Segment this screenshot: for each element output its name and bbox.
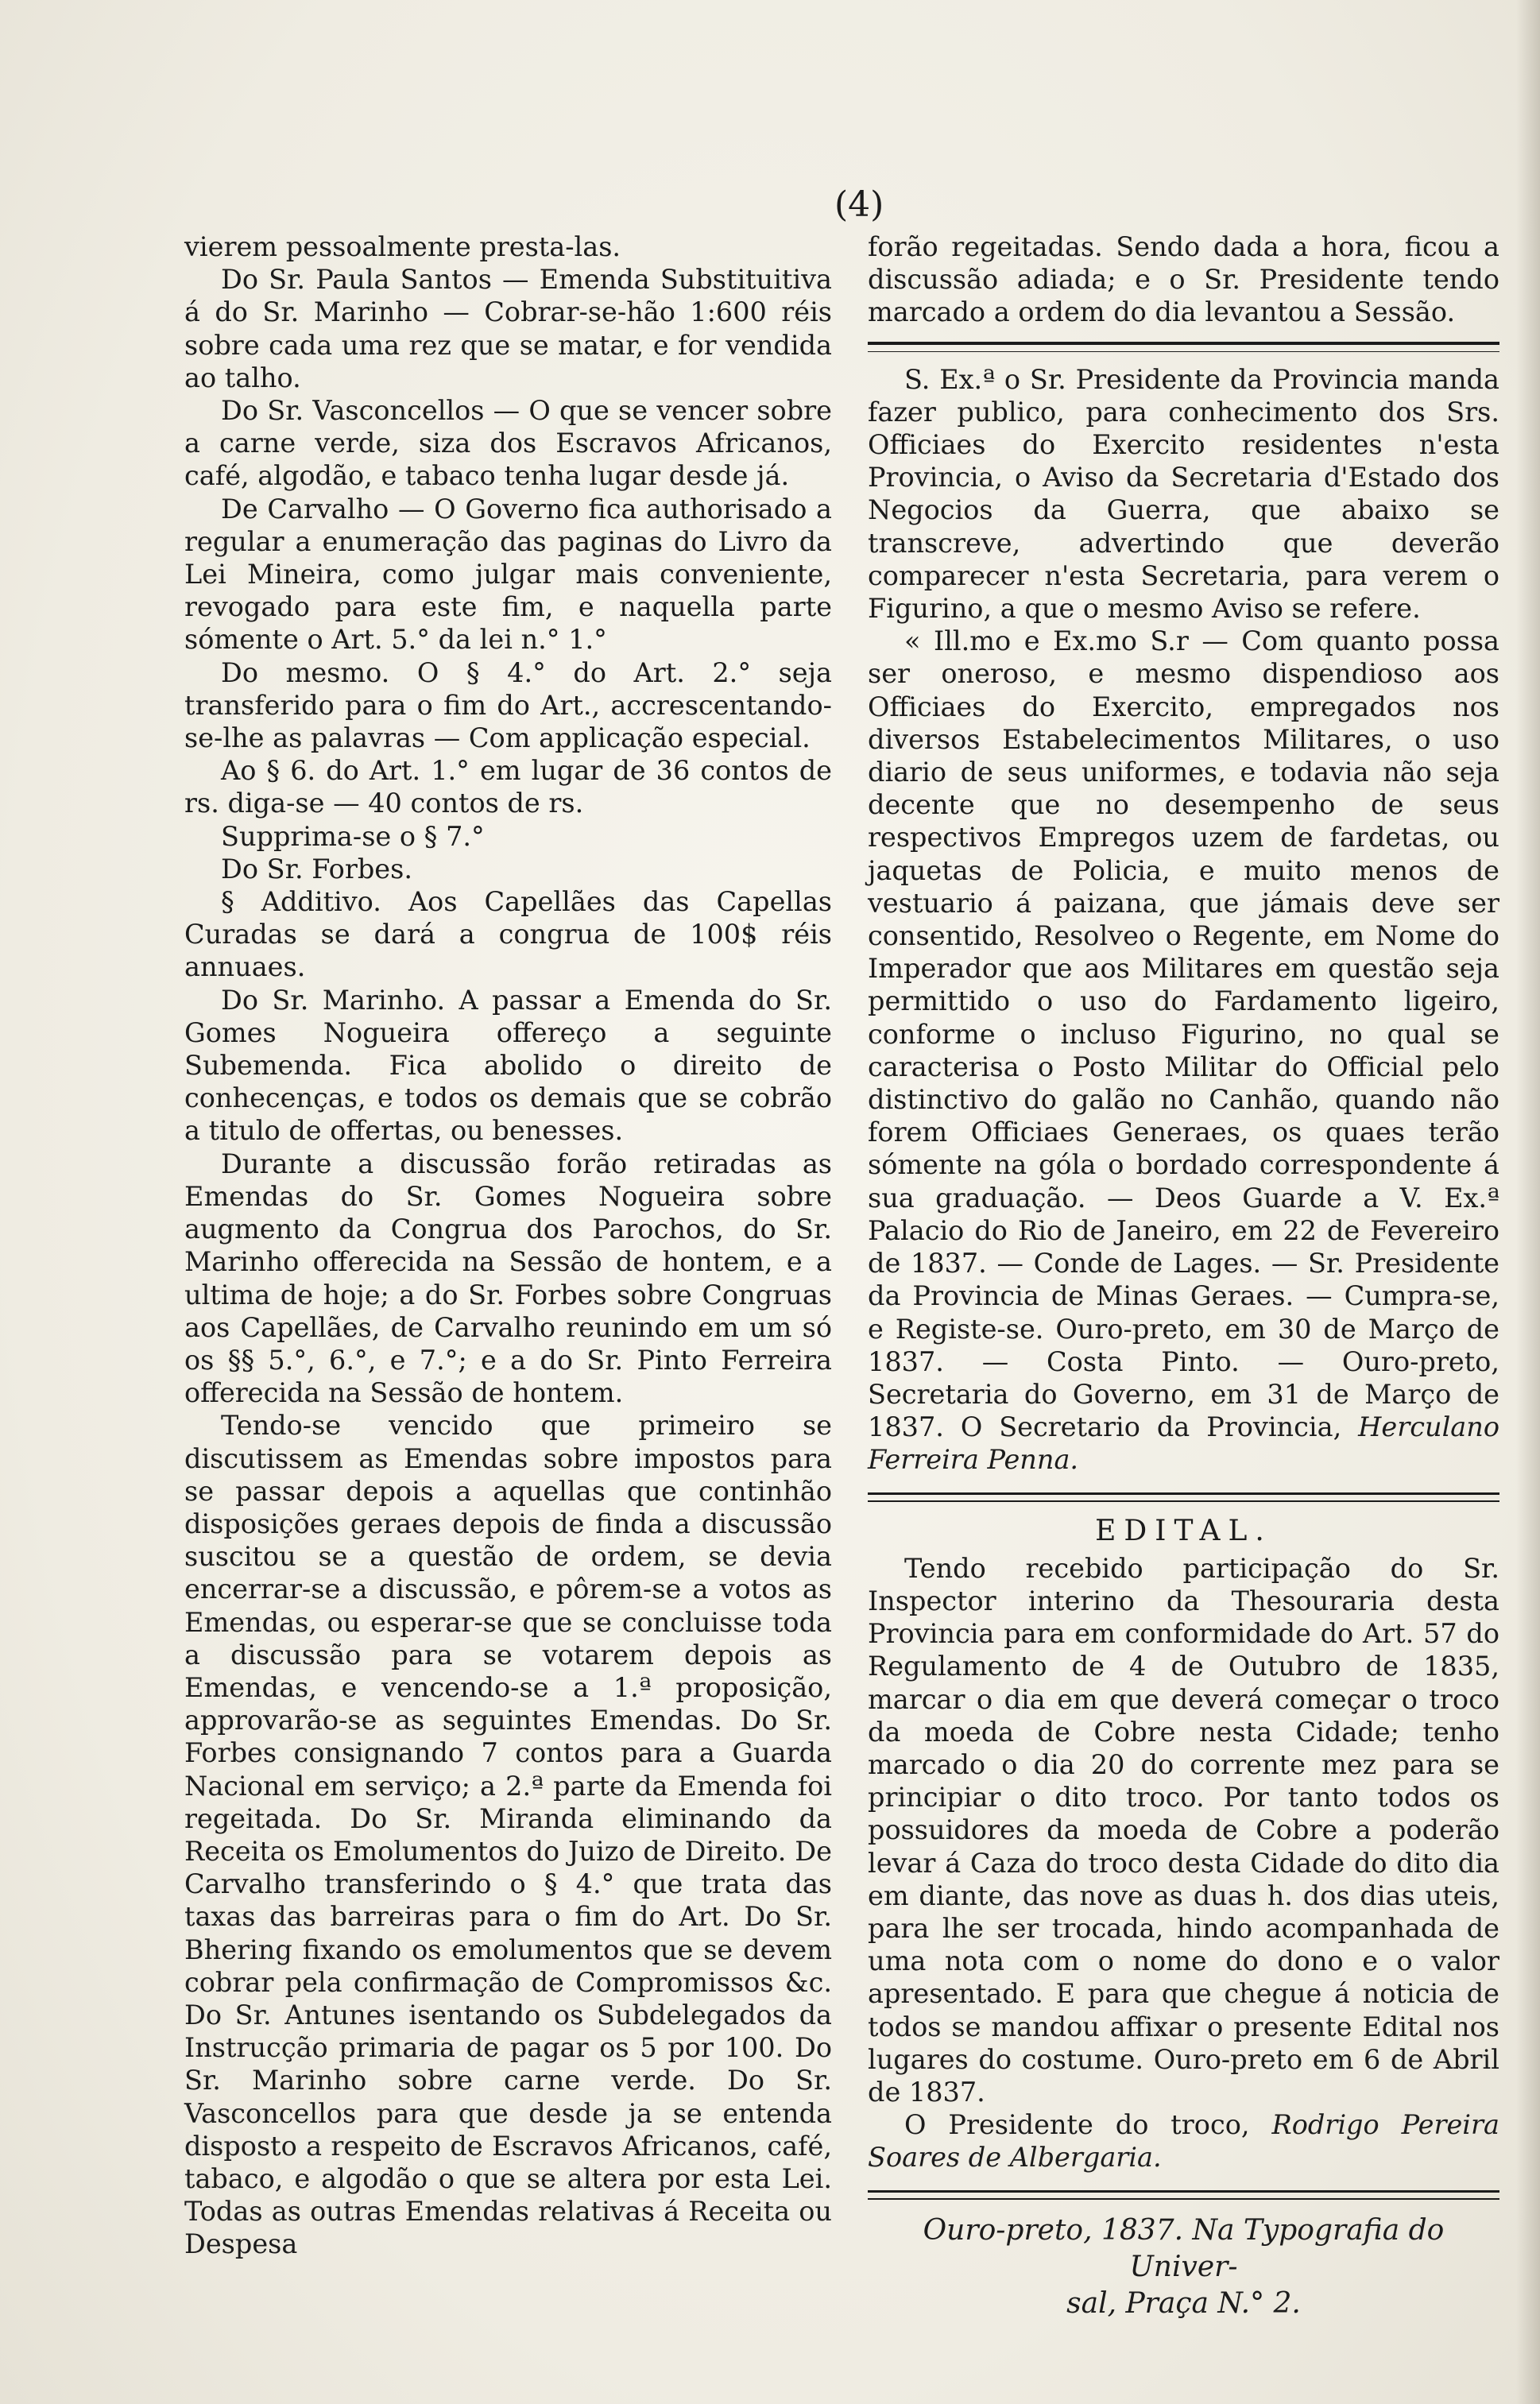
right-column [868, 230, 1499, 2322]
article-paragraph: Durante a discussão forão retiradas as Emendas do Sr. Gomes Nogueira sobre augmento da Congrua dos Parochos, do Sr. Marinho offerecida na Sessão de hontem, e a ultima de hoje; a do Sr. Forbes sobre Congruas aos Capellães, de Carvalho reunindo em um só os §§ 5.°, 6.°, e 7.°; e a do Sr. Pinto Ferreira offerecida na Sessão de hontem. [184, 1148, 832, 1409]
article-paragraph: Do Sr. Vasconcellos — O que se vencer sobre a carne verde, siza dos Escravos Africanos, café, algodão, e tabaco tenha lugar desde já. [184, 395, 832, 492]
edital-signature: Rodrigo Pereira Soares de Albergaria. [868, 2109, 1499, 2174]
section-divider [868, 342, 1499, 352]
aviso-text: « Ill.mo e Ex.mo S.r — Com quanto possa ser oneroso, e mesmo dispendioso aos Officiaes do Exercito, empregados nos diversos Estabelecimentos Militares, o uso diario de seus uniformes, e todavia não seja decente que no desempenho de seus respectivos Empregos uzem de fardetas, ou jaquetas de Policia, e muito menos de vestuario á paizana, que jámais deve ser consentido, Resolveo o Regente, em Nome do Imperador que aos Militares em questão seja permittido o uso do Fardamento ligeiro, conforme o incluso Figurino, no qual se caracterisa o Posto Militar do Official pelo distinctivo do galão no Canhão, quando não forem Officiaes Generaes, os quaes terão sómente na góla o bordado correspondente á sua graduação. — Deos Guarde a V. Ex.ª Palacio do Rio de Janeiro, em 22 de Fevereiro de 1837. — Conde de Lages. — Sr. Presidente da Provincia de Minas Geraes. — Cumpra-se, e Registe-se. Ouro-preto, em 30 de Março de 1837. — Costa Pinto. — Ouro-preto, Secretaria do Governo, em 31 de Março de 1837. O Secretario da Provincia, [868, 625, 1499, 1443]
section-divider [868, 2190, 1499, 2200]
edital-signature-line [868, 2108, 1499, 2174]
printer-imprint [868, 2212, 1499, 2322]
article-paragraph: § Additivo. Aos Capellães das Capellas Curadas se dará a congrua de 100$ réis annuaes. [184, 886, 832, 983]
edital-paragraph: Tendo recebido participação do Sr. Inspector interino da Thesouraria desta Provincia para em conformidade do Art. 57 do Regulamento de 4 de Outubro de 1835, marcar o dia em que deverá começar o troco da moeda de Cobre nesta Cidade; tenho marcado o dia 20 do corrente mez para se principiar o dito troco. Por tanto todos os possuidores da moeda de Cobre a poderão levar á Caza do troco desta Cidade do dito dia em diante, das nove as duas h. dos dias uteis, para lhe ser trocada, hindo acompanhada de uma nota com o nome do dono e o valor apresentado. E para que chegue á noticia de todos se mandou affixar o presente Edital nos lugares do costume. Ouro-preto em 6 de Abril de 1837. [868, 1552, 1499, 2108]
article-paragraph: Do mesmo. O § 4.° do Art. 2.° seja transferido para o fim do Art., accrescentando-se-lhe as palavras — Com applicação especial. [184, 656, 832, 754]
article-paragraph: Ao § 6. do Art. 1.° em lugar de 36 contos de rs. diga-se — 40 contos de rs. [184, 755, 832, 819]
article-paragraph: Supprima-se o § 7.° [221, 820, 485, 852]
page-edge-shadow [1516, 0, 1540, 2404]
article-paragraph: Do Sr. Marinho. A passar a Emenda do Sr. Gomes Nogueira offereço a seguinte Subemenda. Fica abolido o direito de conhecenças, e todos os demais que se cobrão a titulo de offertas, ou benesses. [184, 984, 832, 1147]
imprint-line: Ouro-preto, 1837. Na Typografia do Univer- [923, 2213, 1445, 2283]
secretary-signature: Herculano Ferreira Penna. [868, 1411, 1499, 1476]
page-number: (4) [834, 184, 884, 225]
left-column [184, 230, 832, 2261]
edital-heading: EDITAL. [1095, 1514, 1272, 1547]
session-closing-paragraph: forão regeitadas. Sendo dada a hora, ficou a discussão adiada; e o Sr. Presidente tendo marcado a ordem do dia levantou a Sessão. [868, 231, 1499, 328]
article-paragraph: vierem pessoalmente presta-las. [184, 231, 621, 262]
edital-signoff: O Presidente do troco, [904, 2109, 1250, 2141]
notice-paragraph: S. Ex.ª o Sr. Presidente da Provincia manda fazer publico, para conhecimento dos Srs. Officiaes do Exercito residentes n'esta Provincia, o Aviso da Secretaria d'Estado dos Negocios da Guerra, que abaixo se transcreve, advertindo que deverão comparecer n'esta Secretaria, para verem o Figurino, a que o mesmo Aviso se refere. [868, 363, 1499, 625]
article-paragraph: De Carvalho — O Governo fica authorisado a regular a enumeração das paginas do Livro da Lei Mineira, como julgar mais conveniente, revogado para este fim, e naquella parte sómente o Art. 5.° da lei n.° 1.° [184, 493, 832, 656]
article-paragraph: Do Sr. Paula Santos — Emenda Substituitiva á do Sr. Marinho — Cobrar-se-hão 1:600 réis sobre cada uma rez que se matar, e for vendida ao talho. [184, 264, 832, 393]
article-paragraph: Do Sr. Forbes. [221, 853, 412, 885]
article-paragraph: Tendo-se vencido que primeiro se discutissem as Emendas sobre impostos para se passar depois a aquellas que continhão disposições geraes depois de finda a discussão suscitou se a questão de ordem, se devia encerrar-se a discussão, e pôrem-se a votos as Emendas, ou esperar-se que se concluisse toda a discussão para se votarem depois as Emendas, e vencendo-se a 1.ª proposição, approvarão-se as seguintes Emendas. Do Sr. Forbes consignando 7 contos para a Guarda Nacional em serviço; a 2.ª parte da Emenda foi regeitada. Do Sr. Miranda eliminando da Receita os Emolumentos do Juizo de Direito. De Carvalho transferindo o § 4.° que trata das taxas das barreiras para o fim do Art. Do Sr. Bhering fixando os emolumentos que se devem cobrar pela confirmação de Compromissos &c. Do Sr. Antunes isentando os Subdelegados da Instrucção primaria de pagar os 5 por 100. Do Sr. Marinho sobre carne verde. Do Sr. Vasconcellos para que desde ja se entenda disposto a respeito de Escravos Africanos, café, tabaco, e algodão o que se altera por esta Lei. Todas as outras Emendas relativas á Receita ou Despesa [184, 1410, 832, 2260]
aviso-paragraph [868, 625, 1499, 1476]
section-divider [868, 1492, 1499, 1502]
imprint-line: sal, Praça N.° 2. [1066, 2286, 1301, 2320]
